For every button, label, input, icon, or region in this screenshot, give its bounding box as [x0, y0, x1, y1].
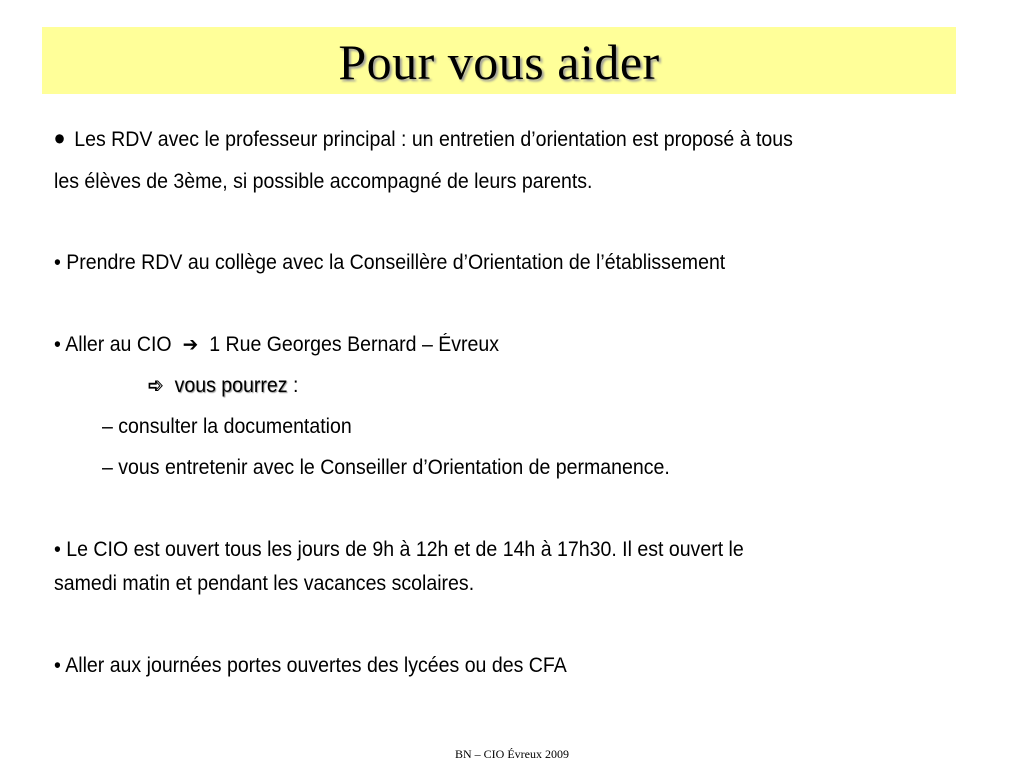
cio-sub-item-2 — [102, 453, 670, 483]
cio-lead: Aller au CIO — [65, 333, 172, 356]
hours-line-1 — [54, 535, 744, 565]
outline-arrow-icon: ➩ — [148, 375, 164, 397]
cio-sub-item-text: – consulter la documentation — [102, 415, 352, 438]
title-bar — [42, 27, 956, 94]
rdv-prof-line-1 — [54, 120, 793, 158]
slide-footer: BN – CIO Évreux 2009 — [455, 747, 569, 761]
hours-line-2 — [54, 569, 474, 599]
rdv-college-line — [54, 248, 725, 278]
hours-text-1: Le CIO est ouvert tous les jours de 9h à 12h et de 14h à 17h30. Il est ouvert le — [66, 538, 744, 561]
cio-sub-lead: vous pourrez — [174, 374, 288, 397]
bullet: • — [54, 654, 61, 677]
cio-sub-item-text: – vous entretenir avec le Conseiller d’Orientation de permanence. — [102, 456, 670, 479]
bullet: • — [54, 333, 61, 356]
rdv-college-text: Prendre RDV au collège avec la Conseillère d’Orientation de l’établissement — [66, 251, 726, 274]
rdv-prof-text-2: les élèves de 3ème, si possible accompagné de leurs parents. — [54, 170, 593, 193]
open-days-line — [54, 651, 567, 681]
cio-sub-item-1 — [102, 412, 352, 442]
cio-sub-colon: : — [292, 374, 299, 397]
right-arrow-icon: ➔ — [182, 334, 199, 356]
bullet: • — [54, 538, 61, 561]
bullet: • — [54, 120, 66, 158]
cio-address: 1 Rue Georges Bernard – Évreux — [209, 333, 500, 356]
cio-line — [54, 330, 499, 360]
open-days-text: Aller aux journées portes ouvertes des lycées ou des CFA — [65, 654, 567, 677]
slide-title: Pour vous aider — [338, 34, 660, 90]
rdv-prof-text-1: Les RDV avec le professeur principal : un entretien d’orientation est proposé à tous — [74, 128, 793, 151]
cio-sub-lead-line — [148, 371, 298, 401]
rdv-prof-line-2 — [54, 167, 592, 197]
bullet: • — [54, 251, 61, 274]
hours-text-2: samedi matin et pendant les vacances scolaires. — [54, 572, 475, 595]
